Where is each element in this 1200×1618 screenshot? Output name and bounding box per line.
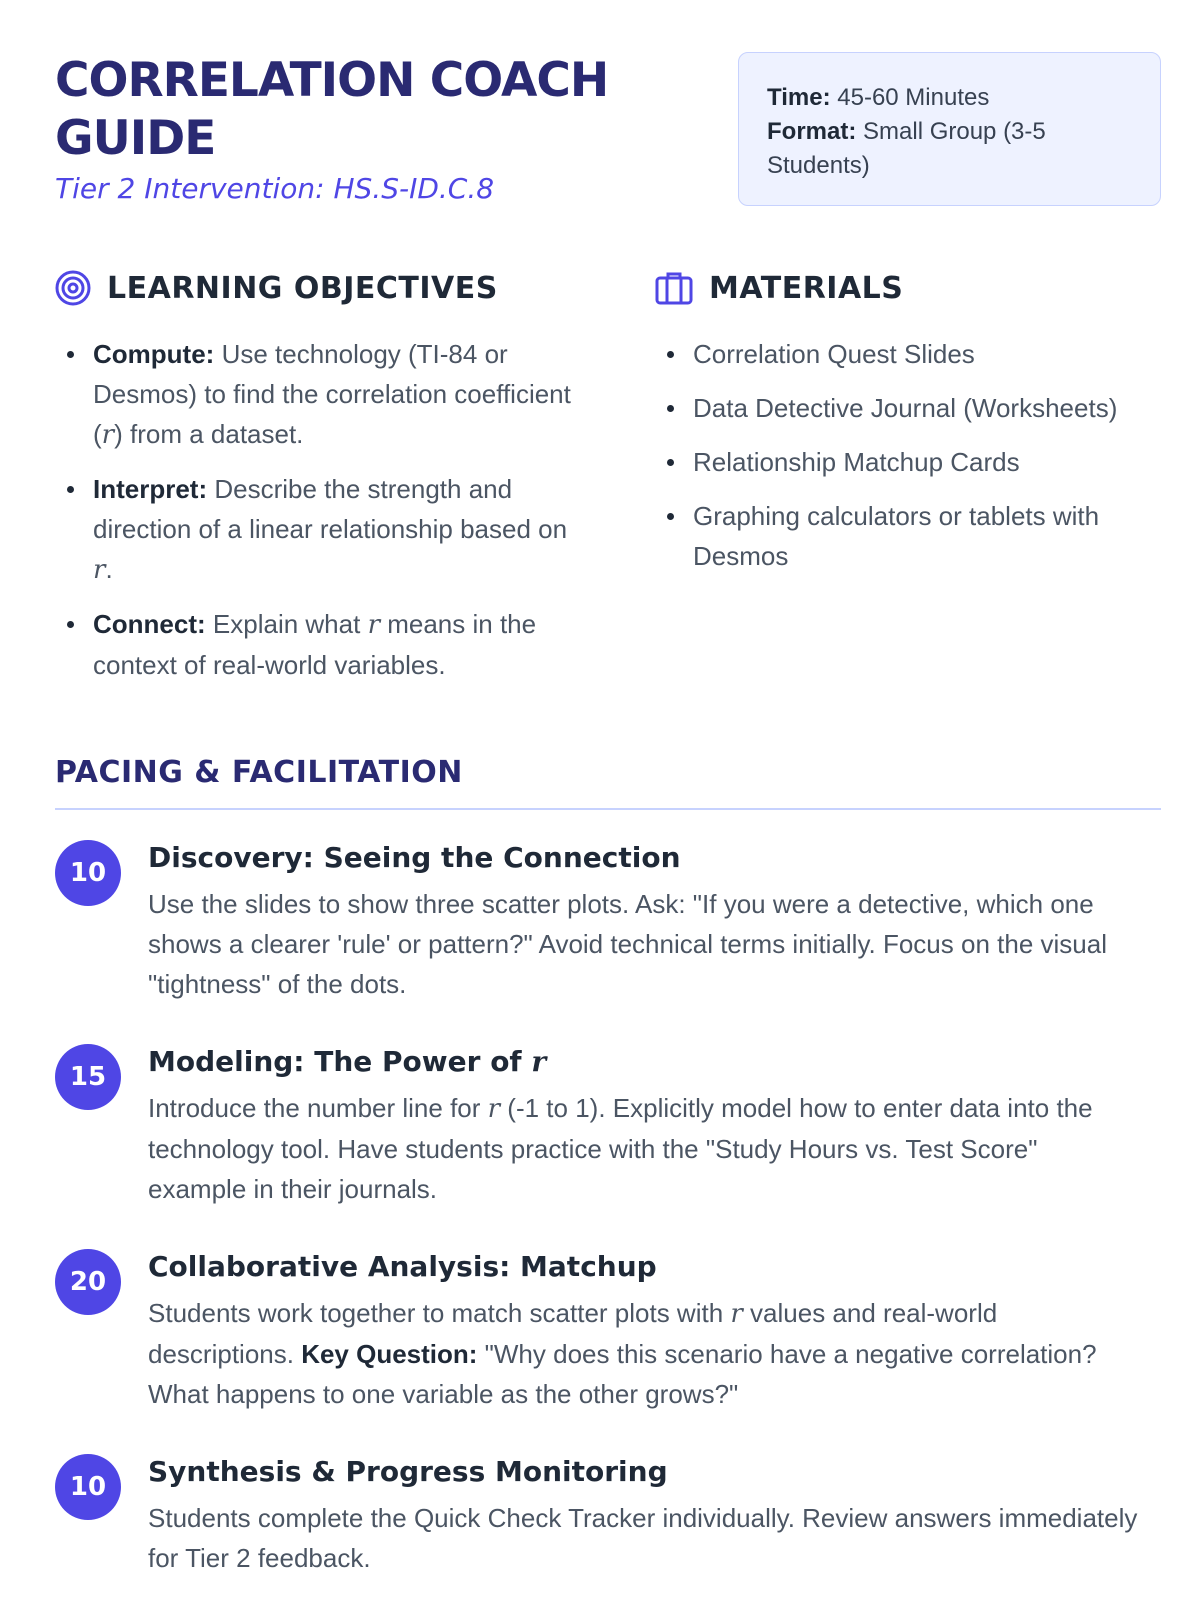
page <box>55 52 1161 1618</box>
objectives-list <box>55 334 585 685</box>
math-variable: r <box>487 1094 501 1124</box>
time-label: Time: <box>767 84 831 111</box>
time-value: 45-60 Minutes <box>837 84 990 111</box>
list-item: Relationship Matchup Cards <box>655 442 1161 482</box>
title-block <box>55 52 675 205</box>
list-item: Graphing calculators or tablets with Desmos <box>655 496 1161 576</box>
step-body <box>148 840 1138 1004</box>
step-text: (-1 to 1). Explicitly model how to enter data into the technology tool. Have students practice with the "Study Hours vs. Test Score" example in their journals. <box>148 1093 1093 1204</box>
minutes-badge: 10 <box>55 1454 121 1520</box>
page-title <box>55 52 675 168</box>
step-text: "Why does this scenario have a negative correlation? What happens to one variable as the other grows?" <box>148 1339 1097 1409</box>
header <box>55 52 1161 206</box>
minutes-badge: 20 <box>55 1249 121 1315</box>
step-title-text: Modeling: The Power of <box>148 1045 522 1078</box>
list-item <box>55 604 585 685</box>
step-text: Students work together to match scatter plots with <box>148 1298 731 1328</box>
objective-label: Interpret: <box>93 474 208 504</box>
pacing-steps <box>55 840 1161 1578</box>
math-variable: r <box>730 1299 743 1329</box>
pacing-heading: PACING & FACILITATION <box>55 755 463 790</box>
pacing-step <box>55 1454 1161 1578</box>
step-description: Students complete the Quick Check Tracker individually. Review answers immediately for Tier 2 feedback. <box>148 1503 1138 1573</box>
materials-section <box>655 268 1161 699</box>
step-description <box>148 1088 1138 1209</box>
format-row <box>767 115 1132 183</box>
list-item <box>55 334 585 455</box>
minutes-badge: 15 <box>55 1044 121 1110</box>
minutes-badge: 10 <box>55 840 121 906</box>
objective-label: Compute: <box>93 339 215 369</box>
objective-text: . <box>105 554 113 584</box>
format-value: Small Group (3-5 Students) <box>767 118 1046 179</box>
target-icon <box>55 270 91 306</box>
step-description <box>148 1293 1138 1414</box>
title-line-1: CORRELATION COACH <box>55 53 609 108</box>
math-variable: r <box>531 1045 547 1078</box>
list-item <box>55 469 585 590</box>
step-title: Collaborative Analysis: Matchup <box>148 1250 657 1283</box>
divider <box>55 808 1161 810</box>
objective-text: Use technology (TI-84 or Desmos) to find the correlation coefficient ( <box>93 339 571 449</box>
list-item: Data Detective Journal (Worksheets) <box>655 388 1161 428</box>
learning-objectives-section <box>55 268 585 699</box>
objective-label: Connect: <box>93 609 206 639</box>
step-title: Discovery: Seeing the Connection <box>148 841 681 874</box>
step-body <box>148 1454 1138 1578</box>
materials-list <box>655 334 1161 576</box>
step-text: Introduce the number line for <box>148 1093 488 1123</box>
page-subtitle: Tier 2 Intervention: HS.S-ID.C.8 <box>55 172 495 205</box>
objective-text: means in the context of real-world variables. <box>93 609 537 680</box>
session-info-box <box>738 52 1161 206</box>
step-title <box>148 1044 1138 1080</box>
pacing-step <box>55 1249 1161 1414</box>
list-item: Correlation Quest Slides <box>655 334 1161 374</box>
objective-text: ) from a dataset. <box>114 419 304 449</box>
math-variable: r <box>93 555 106 585</box>
objective-text: Describe the strength and direction of a linear relationship based on <box>93 474 568 544</box>
objective-text: Explain what <box>212 609 368 639</box>
format-label: Format: <box>767 118 857 145</box>
title-line-2: GUIDE <box>55 111 216 166</box>
time-row <box>767 81 1132 115</box>
math-variable: r <box>101 420 115 450</box>
math-variable: r <box>367 610 380 640</box>
materials-heading: MATERIALS <box>709 270 904 306</box>
step-description: Use the slides to show three scatter plots. Ask: "If you were a detective, which one shows a clearer 'rule' or pattern?" Avoid technical terms initially. Focus on the visual "tightness" of the dots. <box>148 889 1107 999</box>
step-body <box>148 1044 1138 1209</box>
materials-header <box>655 268 1161 308</box>
objectives-header <box>55 268 585 308</box>
two-column-section <box>55 268 1161 699</box>
briefcase-icon <box>655 270 693 306</box>
pacing-step <box>55 840 1161 1004</box>
step-title: Synthesis & Progress Monitoring <box>148 1455 668 1488</box>
objectives-heading: LEARNING OBJECTIVES <box>107 270 498 306</box>
step-text: values and real-world descriptions. <box>148 1298 998 1369</box>
step-body <box>148 1249 1138 1414</box>
key-question-label: Key Question: <box>301 1339 478 1369</box>
pacing-step <box>55 1044 1161 1209</box>
